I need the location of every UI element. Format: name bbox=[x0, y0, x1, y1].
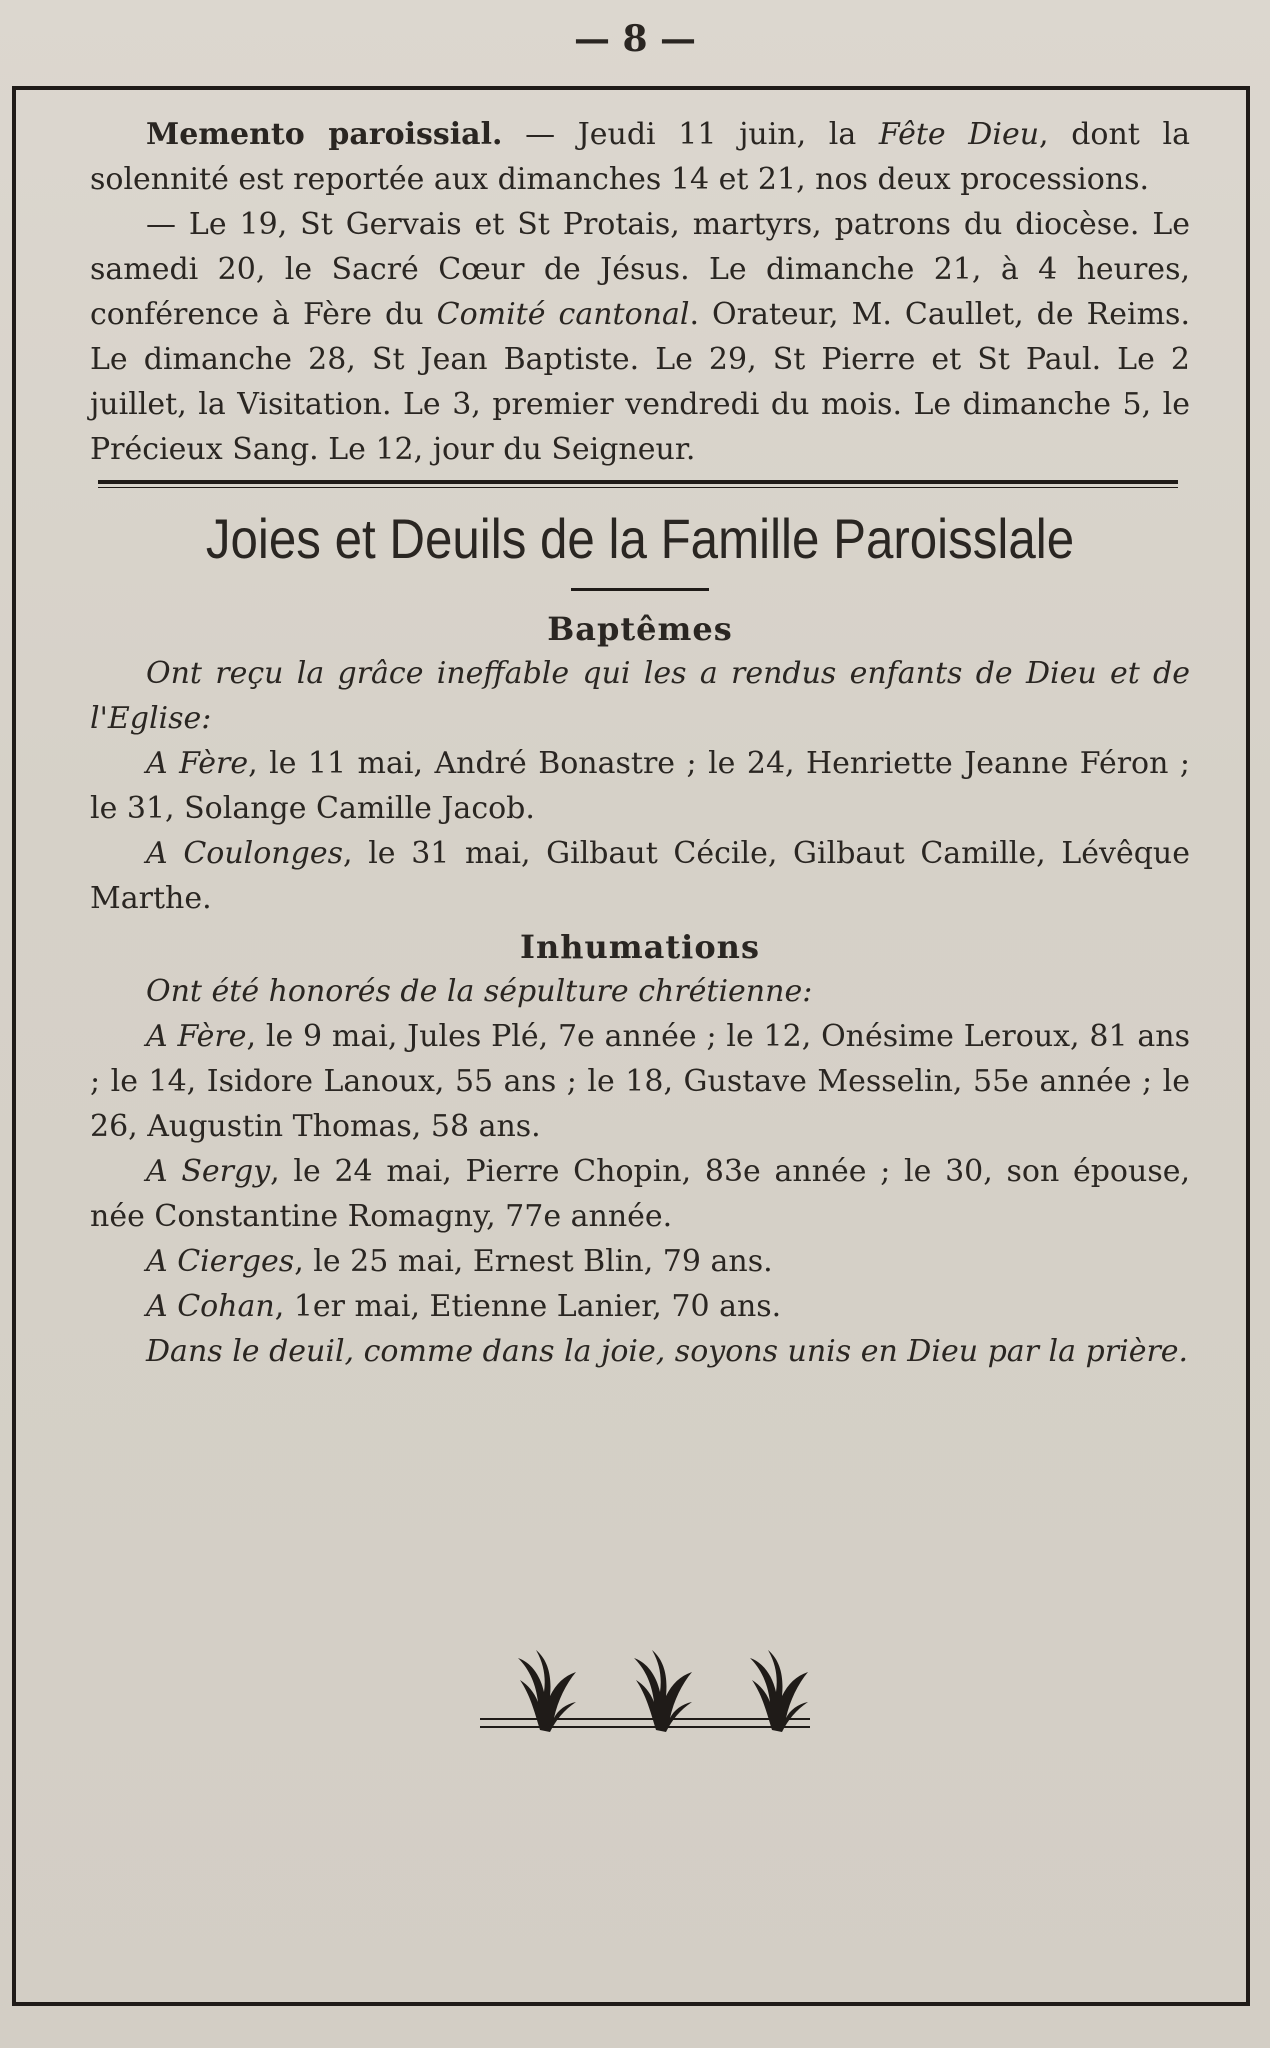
place-cohan: A Cohan bbox=[146, 1289, 275, 1324]
memento-label: Memento paroissial. bbox=[146, 117, 503, 152]
baptemes-fere bbox=[90, 741, 1190, 831]
ornament-rule-bottom bbox=[480, 1726, 810, 1728]
content bbox=[90, 112, 1190, 1374]
baptemes-heading: Baptêmes bbox=[547, 610, 733, 648]
closing-line: Dans le deuil, comme dans la joie, soyons unis en Dieu par la prière. bbox=[146, 1334, 1189, 1369]
inhumations-intro: Ont été honorés de la sépulture chrétienne: bbox=[146, 974, 813, 1009]
inhumations-cohan bbox=[90, 1284, 1190, 1329]
comite-cantonal: Comité cantonal bbox=[436, 297, 690, 332]
inhumations-fere-text: , le 9 mai, Jules Plé, 7e année ; le 12, Onésime Leroux, 81 ans ; le 14, Isidore Lanoux, 55 ans ; le 18, Gustave Messelin, 55e année ; le 26, Augustin Thomas, 58 ans. bbox=[90, 1019, 1190, 1144]
place-sergy: A Sergy bbox=[146, 1154, 271, 1189]
memento-text-1b: , dont la solennité est reportée aux dimanches 14 et 21, nos deux processions. bbox=[90, 117, 1190, 197]
place-fere: A Fère bbox=[146, 746, 249, 781]
inhumations-cohan-text: , 1er mai, Etienne Lanier, 70 ans. bbox=[274, 1289, 782, 1324]
inhumations-sergy bbox=[90, 1149, 1190, 1239]
place-fere-2: A Fère bbox=[146, 1019, 247, 1054]
baptemes-fere-text: , le 11 mai, André Bonastre ; le 24, Henriette Jeanne Féron ; le 31, Solange Camille Jacob. bbox=[90, 746, 1190, 826]
inhumations-cierges-text: , le 25 mai, Ernest Blin, 79 ans. bbox=[294, 1244, 773, 1279]
memento-text-1a: — Jeudi 11 juin, la bbox=[502, 117, 879, 152]
double-rule-divider bbox=[98, 480, 1178, 488]
place-coulonges: A Coulonges bbox=[146, 836, 343, 871]
baptemes-intro: Ont reçu la grâce ineffable qui les a rendus enfants de Dieu et de l'Eglise: bbox=[90, 656, 1190, 736]
floral-ornament-icon bbox=[480, 1640, 820, 1740]
inhumations-heading: Inhumations bbox=[520, 928, 760, 966]
inhumations-sergy-text: , le 24 mai, Pierre Chopin, 83e année ; le 30, son épouse, née Constantine Romagny, 77e année. bbox=[90, 1154, 1191, 1234]
place-cierges: A Cierges bbox=[146, 1244, 295, 1279]
ornament-rule-top bbox=[480, 1718, 810, 1720]
memento-paragraph-2 bbox=[90, 202, 1190, 472]
memento-text-2a: — Le 19, St Gervais et St Protais, martyrs, patrons du diocèse. Le samedi 20, le Sacré Cœur de Jésus. Le dimanche 21, à 4 heures, conférence à Fère du bbox=[90, 207, 1190, 332]
baptemes-coulonges bbox=[90, 831, 1190, 921]
baptemes-coulonges-text: , le 31 mai, Gilbaut Cécile, Gilbaut Camille, Lévêque Marthe. bbox=[90, 836, 1191, 916]
memento-text-2b: . Orateur, M. Caullet, de Reims. Le dimanche 28, St Jean Baptiste. Le 29, St Pierre et St Paul. Le 2 juillet, la Visitation. Le 3, premier vendredi du mois. Le dimanche 5, le Précieux Sang. Le 12, jour du Seigneur. bbox=[90, 297, 1190, 467]
inhumations-fere bbox=[90, 1014, 1190, 1149]
memento-paragraph bbox=[90, 112, 1190, 202]
fete-dieu: Fête Dieu bbox=[878, 117, 1040, 152]
section-title: Joies et Deuils de la Famille Paroisslale bbox=[205, 507, 1075, 570]
title-underline bbox=[571, 588, 709, 591]
page-number: — 8 — bbox=[573, 18, 697, 60]
inhumations-cierges bbox=[90, 1239, 1190, 1284]
